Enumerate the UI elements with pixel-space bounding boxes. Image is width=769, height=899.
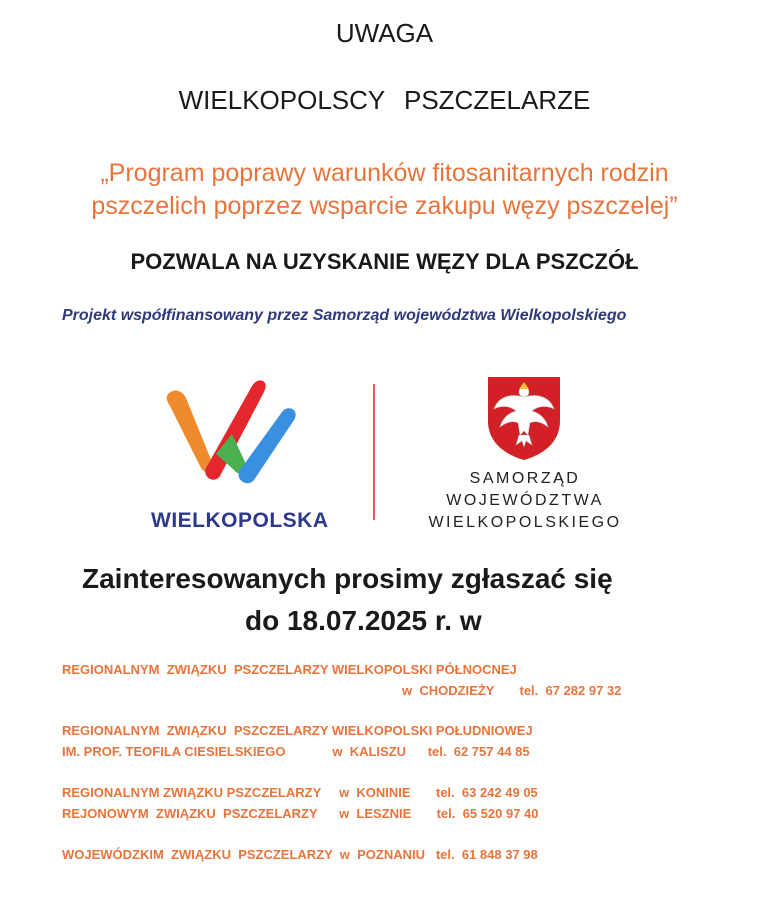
- org-2-line2: IM. PROF. TEOFILA CIESIELSKIEGO w KALISZU tel. 62 757 44 85: [62, 744, 530, 759]
- logo-divider: [373, 384, 375, 520]
- program-title-line2: pszczelich poprzez wsparcie zakupu węzy pszczelej”: [91, 192, 678, 220]
- call-to-action-line1: Zainteresowanych prosimy zgłaszać się: [82, 563, 613, 594]
- wielkopolska-logo-icon: [160, 372, 310, 492]
- org-4: REJONOWYM ZWIĄZKU PSZCZELARZY w LESZNIE tel. 65 520 97 40: [62, 806, 539, 821]
- samorzad-line2: WOJEWÓDZTWA: [446, 492, 604, 509]
- heading-audience: WIELKOPOLSCY PSZCZELARZE: [178, 85, 591, 115]
- cofinancing-note: Projekt współfinansowany przez Samorząd województwa Wielkopolskiego: [62, 307, 627, 324]
- heading-uwaga: UWAGA: [335, 18, 434, 48]
- wielkopolska-wordmark: WIELKOPOLSKA: [151, 509, 329, 532]
- org-1-line2: w CHODZIEŻY tel. 67 282 97 32: [402, 683, 622, 698]
- coat-of-arms-eagle-icon: [486, 375, 562, 461]
- pozwala-heading: POZWALA NA UZYSKANIE WĘZY DLA PSZCZÓŁ: [130, 249, 639, 274]
- org-3: REGIONALNYM ZWIĄZKU PSZCZELARZY w KONINIE tel. 63 242 49 05: [62, 785, 538, 800]
- org-2-line1: REGIONALNYM ZWIĄZKU PSZCZELARZY WIELKOPOLSKI POŁUDNIOWEJ: [62, 723, 533, 738]
- org-5: WOJEWÓDZKIM ZWIĄZKU PSZCZELARZY w POZNANIU tel. 61 848 37 98: [62, 847, 538, 862]
- samorzad-line1: SAMORZĄD: [469, 470, 581, 487]
- samorzad-line3: WIELKOPOLSKIEGO: [428, 514, 622, 531]
- program-title-line1: „Program poprawy warunków fitosanitarnych rodzin: [100, 159, 669, 187]
- org-1-line1: REGIONALNYM ZWIĄZKU PSZCZELARZY WIELKOPOLSKI PÓŁNOCNEJ: [62, 662, 517, 677]
- call-to-action-line2: do 18.07.2025 r. w: [245, 605, 482, 636]
